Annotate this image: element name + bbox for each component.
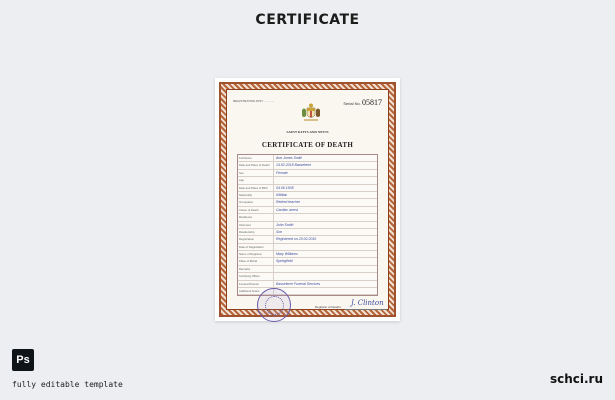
- serial-label: Serial No.: [343, 101, 361, 106]
- field-value: Female: [276, 170, 288, 175]
- field-value: Basseterre Funeral Services: [276, 281, 321, 286]
- certificate-preview: [215, 78, 400, 321]
- field-row: [238, 192, 377, 199]
- field-value: Springfield: [276, 259, 293, 264]
- field-label: Age: [238, 177, 274, 183]
- registration-district: REGISTRATION DIST. ............: [233, 99, 275, 103]
- certificate-body: [226, 89, 389, 310]
- certificate-border: [219, 82, 396, 317]
- field-label: Occupation: [238, 199, 274, 205]
- field-value: Registered on 20.02.2018: [276, 237, 317, 242]
- field-row: [238, 288, 377, 295]
- field-label: Full Name: [238, 155, 274, 161]
- field-label: Additional Notes: [238, 288, 274, 294]
- field-row: [238, 170, 377, 177]
- field-row: [238, 207, 377, 214]
- site-name[interactable]: schci.ru: [549, 372, 603, 386]
- field-row: [238, 177, 377, 184]
- field-row: [238, 281, 377, 288]
- field-label: Name of Registrar: [238, 251, 274, 257]
- serial-block: [343, 98, 382, 107]
- field-row: [238, 214, 377, 221]
- field-value: 04.06.1938: [276, 185, 294, 190]
- seal-inner-ring: [265, 296, 284, 315]
- certificate-fields: [237, 154, 378, 296]
- field-row: [238, 236, 377, 243]
- field-label: Date of Registration: [238, 244, 274, 250]
- registrar-signature: J. Clinton: [351, 299, 384, 307]
- field-label: Certifying Officer: [238, 273, 274, 279]
- field-label: Date and Place of Birth: [238, 185, 274, 191]
- field-label: Date and Place of Death: [238, 162, 274, 168]
- field-row: [238, 258, 377, 265]
- field-row: [238, 222, 377, 229]
- photoshop-icon: Ps: [12, 349, 34, 371]
- signature-line: [345, 309, 387, 310]
- field-value: Son: [276, 229, 283, 234]
- field-label: Funeral Director: [238, 281, 274, 287]
- field-row: [238, 266, 377, 273]
- registrar-label: Registrar of Deaths: [315, 305, 341, 309]
- field-row: [238, 162, 377, 169]
- field-label: Nationality: [238, 192, 274, 198]
- serial-number: 05817: [362, 98, 382, 107]
- field-label: Sex: [238, 170, 274, 176]
- field-row: [238, 273, 377, 280]
- field-label: Place of Burial: [238, 258, 274, 264]
- field-row: [238, 229, 377, 236]
- field-row: [238, 251, 377, 258]
- field-value: Mary Williams: [276, 252, 298, 257]
- field-value: Retired teacher: [276, 200, 300, 205]
- field-label: Remarks: [238, 266, 274, 272]
- field-value: 14.02.2018 Basseterre: [276, 163, 312, 168]
- country-name: SAINT KITTS AND NEVIS: [286, 130, 329, 134]
- template-caption: fully editable template: [12, 380, 123, 389]
- field-value: Kittitian: [276, 192, 288, 197]
- page-title: CERTIFICATE: [255, 12, 360, 28]
- field-label: Residence: [238, 214, 274, 220]
- field-row: [238, 199, 377, 206]
- field-row: [238, 155, 377, 162]
- official-seal-icon: [257, 288, 291, 322]
- field-label: Relationship: [238, 229, 274, 235]
- field-label: Informant: [238, 222, 274, 228]
- field-row: [238, 185, 377, 192]
- field-value: Cardiac arrest: [276, 207, 298, 212]
- certificate-heading: CERTIFICATE OF DEATH: [261, 141, 354, 149]
- coat-of-arms-icon: [300, 102, 322, 124]
- field-value: Ann Jones Smith: [276, 156, 303, 160]
- field-label: Registration: [238, 236, 274, 242]
- field-label: Cause of Death: [238, 207, 274, 213]
- field-row: [238, 244, 377, 251]
- field-value: John Smith: [276, 222, 294, 227]
